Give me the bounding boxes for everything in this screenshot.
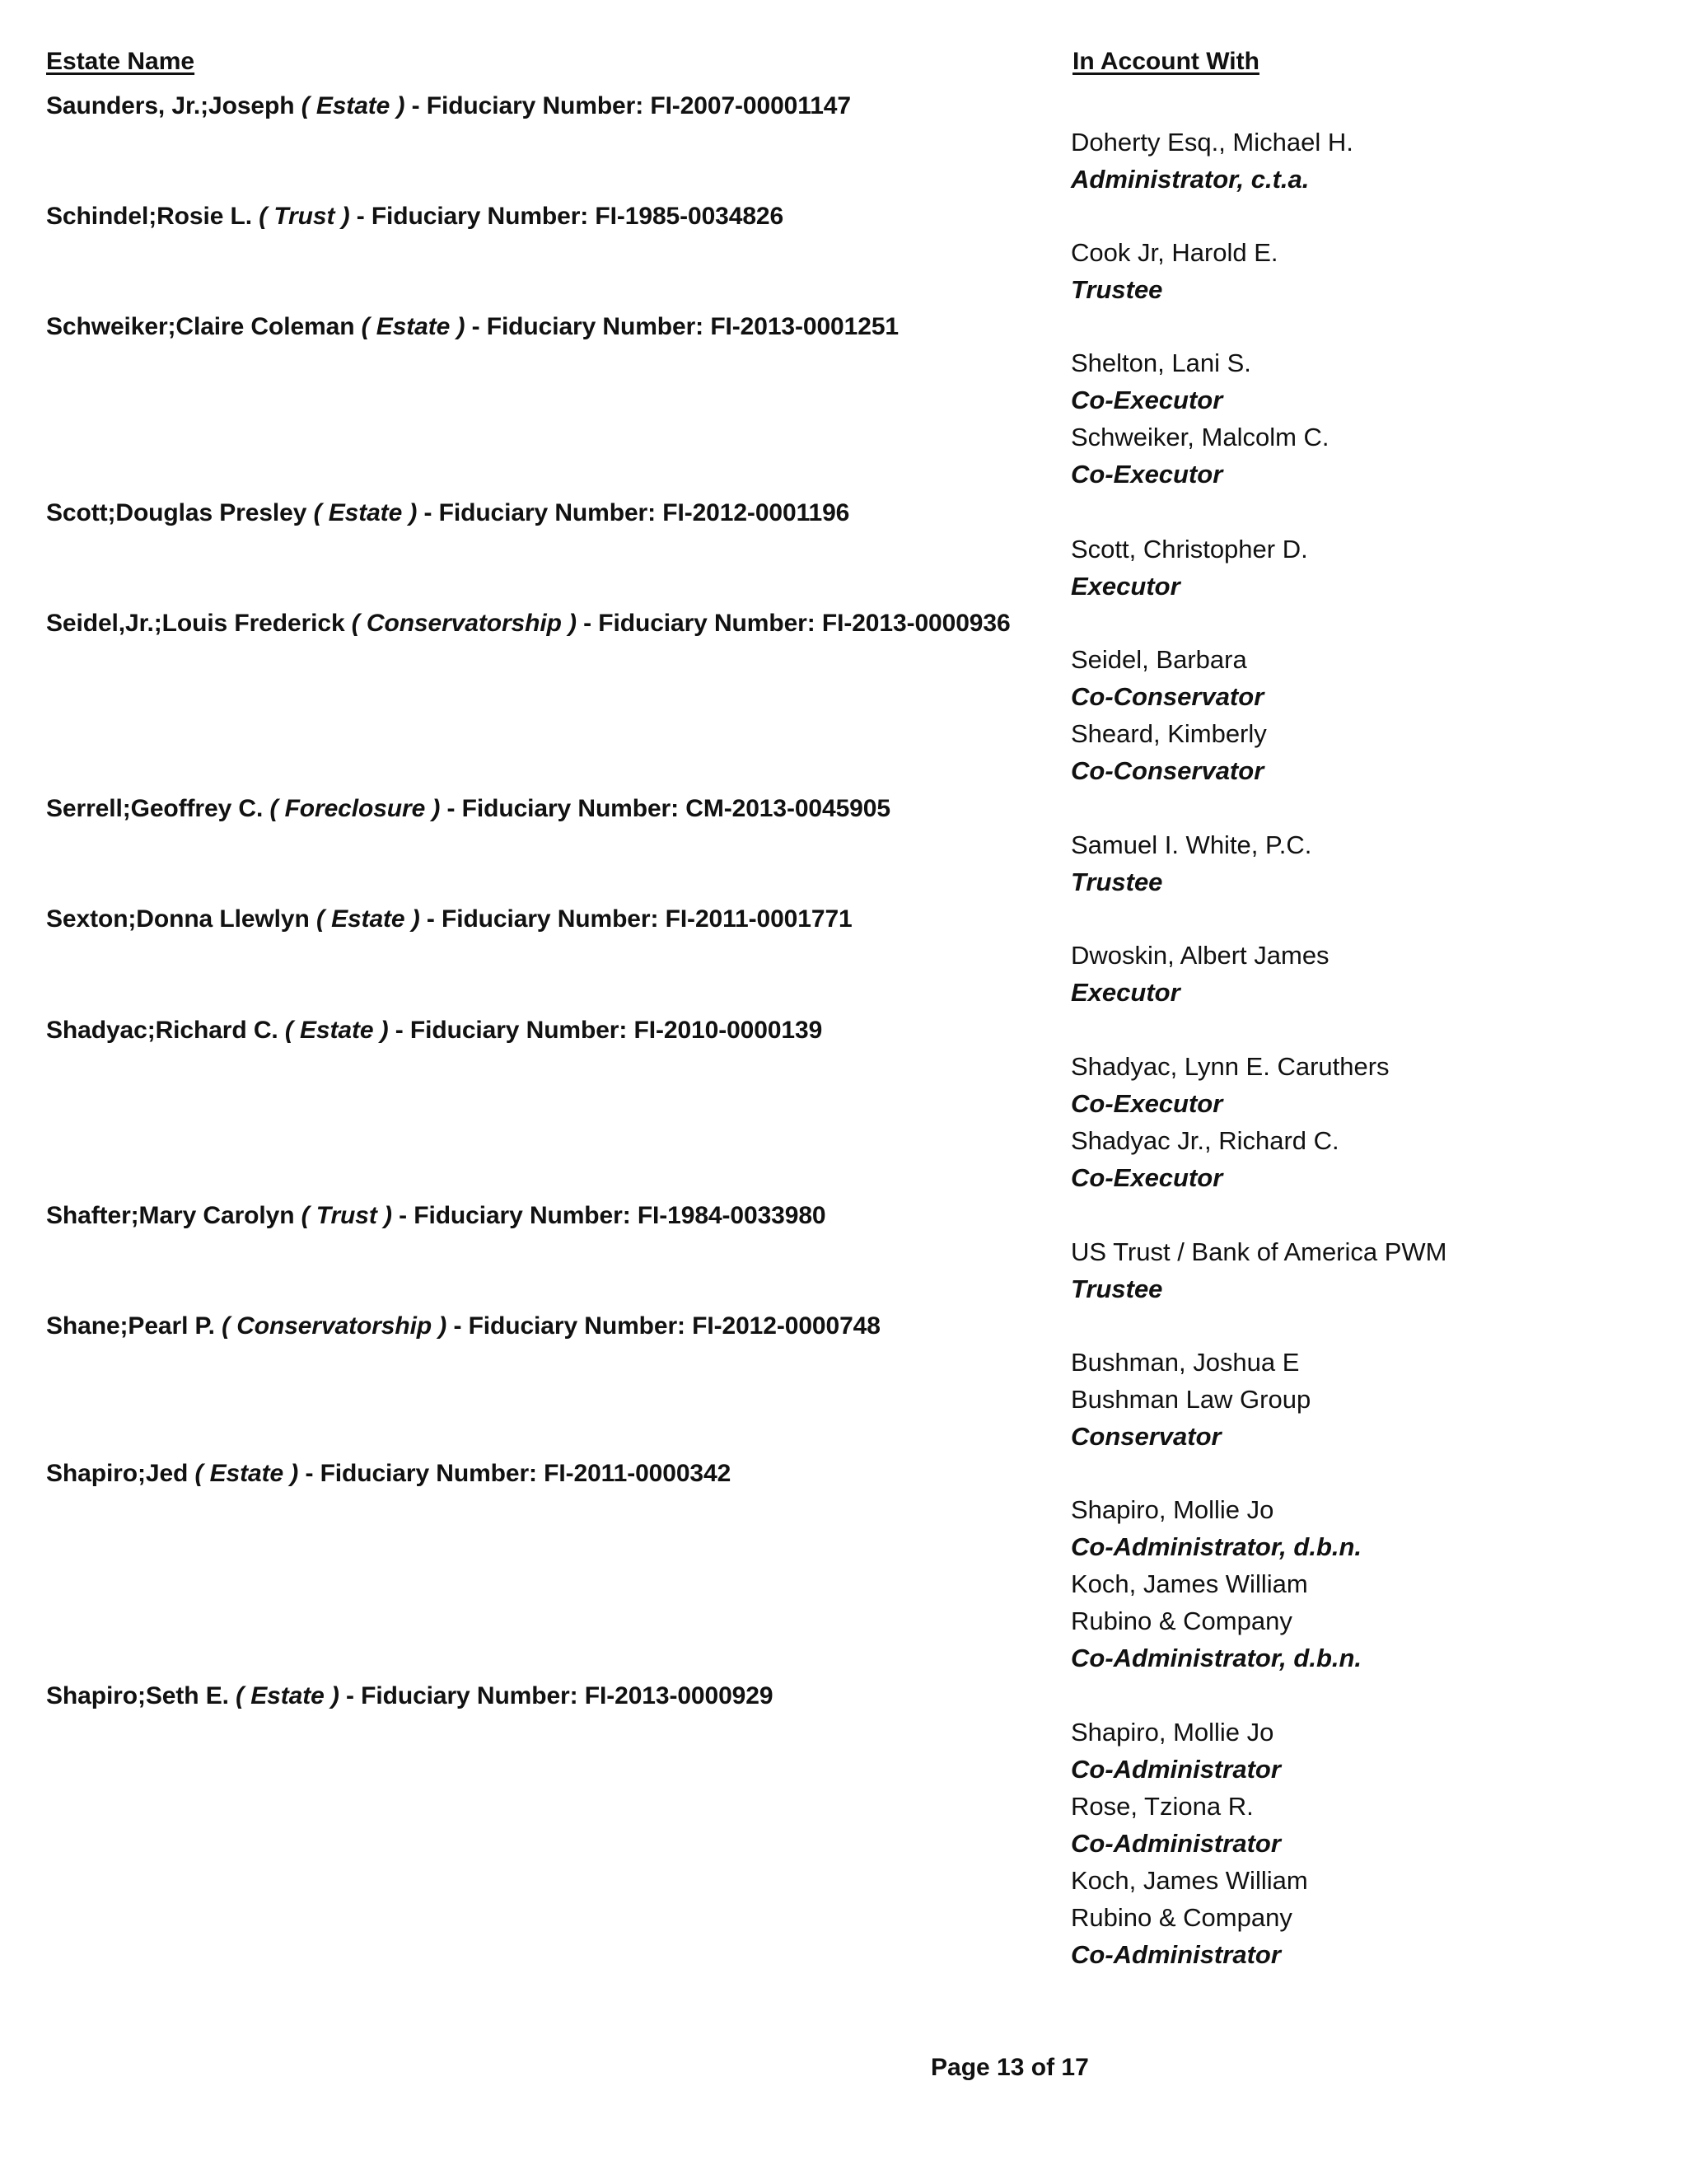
account-role: Co-Conservator bbox=[1071, 756, 1264, 785]
account-block bbox=[1071, 1714, 1308, 1973]
estate-entry bbox=[46, 499, 849, 527]
account-role: Co-Conservator bbox=[1071, 682, 1264, 711]
estate-entry bbox=[46, 1312, 881, 1340]
account-role: Co-Administrator bbox=[1071, 1755, 1281, 1784]
account-name: Rose, Tziona R. bbox=[1071, 1792, 1254, 1821]
account-role: Co-Administrator, d.b.n. bbox=[1071, 1644, 1362, 1672]
estate-type: ( Trust ) bbox=[259, 203, 350, 230]
estate-name: Schweiker;Claire Coleman bbox=[46, 313, 362, 340]
account-role: Trustee bbox=[1071, 275, 1163, 304]
account-role: Trustee bbox=[1071, 1274, 1163, 1303]
account-name: Seidel, Barbara bbox=[1071, 645, 1247, 674]
account-block bbox=[1071, 124, 1353, 198]
account-role: Executor bbox=[1071, 978, 1180, 1007]
estate-entry bbox=[46, 313, 899, 341]
estate-entry bbox=[46, 92, 851, 120]
estate-name: Shafter;Mary Carolyn bbox=[46, 1202, 301, 1229]
fiduciary-number: FI-2012-0001196 bbox=[662, 499, 850, 526]
fiduciary-number: CM-2013-0045905 bbox=[685, 795, 890, 822]
fiduciary-label: - Fiduciary Number: bbox=[446, 1312, 693, 1340]
estate-name: Shane;Pearl P. bbox=[46, 1312, 222, 1340]
fiduciary-number: FI-2011-0001771 bbox=[665, 905, 853, 933]
account-name: Rubino & Company bbox=[1071, 1606, 1292, 1635]
fiduciary-number: FI-2007-00001147 bbox=[650, 92, 851, 119]
estate-name: Saunders, Jr.;Joseph bbox=[46, 92, 301, 119]
account-name: US Trust / Bank of America PWM bbox=[1071, 1237, 1447, 1266]
estate-entry bbox=[46, 905, 853, 933]
estate-entry bbox=[46, 203, 783, 231]
account-block bbox=[1071, 826, 1311, 900]
account-name: Koch, James William bbox=[1071, 1569, 1308, 1598]
account-role: Co-Administrator, d.b.n. bbox=[1071, 1532, 1362, 1561]
account-name: Sheard, Kimberly bbox=[1071, 719, 1267, 748]
fiduciary-number: FI-2010-0000139 bbox=[633, 1017, 823, 1044]
account-block bbox=[1071, 1048, 1390, 1196]
account-role: Co-Executor bbox=[1071, 460, 1223, 489]
estate-entry bbox=[46, 1460, 731, 1488]
estate-type: ( Estate ) bbox=[315, 905, 420, 933]
account-name: Shadyac, Lynn E. Caruthers bbox=[1071, 1052, 1390, 1081]
fiduciary-label: - Fiduciary Number: bbox=[404, 92, 651, 119]
fiduciary-label: - Fiduciary Number: bbox=[391, 1202, 638, 1229]
account-name: Shapiro, Mollie Jo bbox=[1071, 1495, 1274, 1524]
account-block bbox=[1071, 1233, 1447, 1307]
fiduciary-label: - Fiduciary Number: bbox=[576, 610, 822, 637]
account-role: Trustee bbox=[1071, 868, 1163, 896]
estate-type: ( Conservatorship ) bbox=[351, 610, 577, 637]
account-block bbox=[1071, 344, 1330, 493]
estate-name-header: Estate Name bbox=[46, 48, 195, 75]
account-name: Schweiker, Malcolm C. bbox=[1071, 423, 1330, 451]
fiduciary-number: FI-2013-0000936 bbox=[821, 610, 1011, 637]
fiduciary-label: - Fiduciary Number: bbox=[440, 795, 686, 822]
in-account-with-header: In Account With bbox=[1072, 48, 1259, 75]
fiduciary-label: - Fiduciary Number: bbox=[349, 203, 596, 230]
account-name: Doherty Esq., Michael H. bbox=[1071, 128, 1353, 157]
fiduciary-label: - Fiduciary Number: bbox=[339, 1682, 585, 1709]
account-name: Bushman, Joshua E bbox=[1071, 1348, 1300, 1377]
estate-type: ( Estate ) bbox=[313, 499, 418, 526]
estate-entry bbox=[46, 1017, 822, 1045]
fiduciary-label: - Fiduciary Number: bbox=[419, 905, 666, 933]
account-role: Administrator, c.t.a. bbox=[1071, 165, 1310, 194]
account-name: Shadyac Jr., Richard C. bbox=[1071, 1126, 1339, 1155]
estate-type: ( Estate ) bbox=[361, 313, 465, 340]
account-name: Shelton, Lani S. bbox=[1071, 348, 1251, 377]
account-block bbox=[1071, 1344, 1311, 1455]
fiduciary-number: FI-2013-0001251 bbox=[710, 313, 899, 340]
fiduciary-number: FI-1985-0034826 bbox=[595, 203, 784, 230]
page-number: Page 13 of 17 bbox=[931, 2054, 1089, 2081]
account-name: Dwoskin, Albert James bbox=[1071, 941, 1330, 970]
account-block bbox=[1071, 531, 1308, 605]
account-name: Scott, Christopher D. bbox=[1071, 535, 1308, 564]
estate-name: Scott;Douglas Presley bbox=[46, 499, 314, 526]
account-name: Koch, James William bbox=[1071, 1866, 1308, 1895]
fiduciary-number: FI-1984-0033980 bbox=[637, 1202, 826, 1229]
account-role: Co-Administrator bbox=[1071, 1829, 1281, 1858]
estate-name: Schindel;Rosie L. bbox=[46, 203, 259, 230]
account-block bbox=[1071, 937, 1330, 1011]
estate-type: ( Estate ) bbox=[194, 1460, 299, 1487]
estate-type: ( Foreclosure ) bbox=[269, 795, 441, 822]
estate-name: Shadyac;Richard C. bbox=[46, 1017, 285, 1044]
estate-name: Shapiro;Seth E. bbox=[46, 1682, 236, 1709]
fiduciary-number: FI-2013-0000929 bbox=[584, 1682, 773, 1709]
estate-name: Serrell;Geoffrey C. bbox=[46, 795, 270, 822]
account-name: Shapiro, Mollie Jo bbox=[1071, 1718, 1274, 1747]
account-block bbox=[1071, 1491, 1362, 1677]
account-name: Bushman Law Group bbox=[1071, 1385, 1311, 1414]
fiduciary-label: - Fiduciary Number: bbox=[388, 1017, 634, 1044]
account-role: Co-Administrator bbox=[1071, 1940, 1281, 1969]
account-role: Conservator bbox=[1071, 1422, 1222, 1451]
account-name: Cook Jr, Harold E. bbox=[1071, 238, 1278, 267]
account-role: Co-Executor bbox=[1071, 1163, 1223, 1192]
estate-entry bbox=[46, 795, 890, 823]
estate-name: Seidel,Jr.;Louis Frederick bbox=[46, 610, 352, 637]
account-role: Co-Executor bbox=[1071, 1089, 1223, 1118]
fiduciary-number: FI-2011-0000342 bbox=[544, 1460, 731, 1487]
estate-type: ( Estate ) bbox=[236, 1682, 339, 1709]
account-block bbox=[1071, 234, 1278, 308]
account-role: Co-Executor bbox=[1071, 386, 1223, 414]
estate-type: ( Conservatorship ) bbox=[222, 1312, 447, 1340]
estate-name: Sexton;Donna Llewlyn bbox=[46, 905, 316, 933]
account-role: Executor bbox=[1071, 572, 1180, 601]
fiduciary-label: - Fiduciary Number: bbox=[417, 499, 663, 526]
estate-name: Shapiro;Jed bbox=[46, 1460, 195, 1487]
fiduciary-number: FI-2012-0000748 bbox=[692, 1312, 881, 1340]
account-name: Rubino & Company bbox=[1071, 1903, 1292, 1932]
account-block bbox=[1071, 641, 1267, 789]
estate-entry bbox=[46, 1682, 773, 1710]
fiduciary-label: - Fiduciary Number: bbox=[298, 1460, 544, 1487]
fiduciary-label: - Fiduciary Number: bbox=[465, 313, 711, 340]
estate-entry bbox=[46, 1202, 826, 1230]
account-name: Samuel I. White, P.C. bbox=[1071, 830, 1312, 859]
estate-type: ( Estate ) bbox=[284, 1017, 389, 1044]
estate-type: ( Estate ) bbox=[301, 92, 405, 119]
estate-entry bbox=[46, 610, 1011, 638]
estate-type: ( Trust ) bbox=[301, 1202, 392, 1229]
